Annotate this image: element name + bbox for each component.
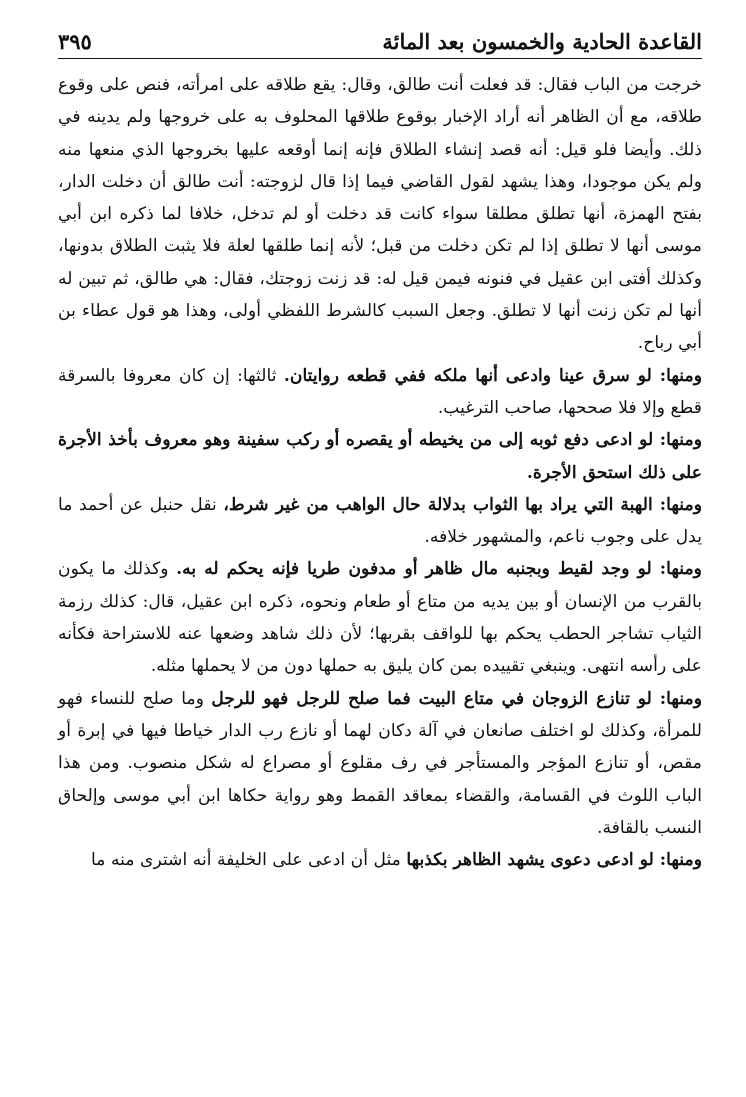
paragraph-4 [58, 489, 702, 554]
paragraph-lead: ومنها: لو سرق عينا وادعى أنها ملكه ففي قطعه روايتان. [283, 365, 702, 386]
paragraph-3 [58, 424, 702, 489]
paragraph-lead: ومنها: لو ادعى دفع ثوبه إلى من يخيطه أو يقصره أو ركب سفينة وهو معروف بأخذ الأجرة على ذلك استحق الأجرة. [58, 430, 702, 483]
main-text [58, 69, 702, 876]
paragraph-lead: ومنها: لو ادعى دعوى يشهد الظاهر بكذبها [406, 850, 702, 871]
paragraph-text: وكذلك ما يكون بالقرب من الإنسان أو بين يديه من متاع أو طعام ونحوه، ذكره ابن عقيل، قال: كذلك رزمة الثياب تشاجر الحطب يحكم بها للواقف بقربها؛ لأن ذلك شاهد وضعها عنه للاستراحة فكأنه على رأسه انتهى. وينبغي تقييده بمن كان يليق به حملها دون من لا يحملها مثله. [58, 559, 702, 677]
running-header [58, 26, 702, 59]
paragraph-text: خرجت من الباب فقال: قد فعلت أنت طالق، وقال: يقع طلاقه على امرأته، فنص على وقوع طلاقه، مع أن الظاهر أنه أراد الإخبار بوقوع طلاقها المحلوف به على خروجها ولم يدينه في ذلك. وأيضا فلو قيل: أنه قصد إنشاء الطلاق فإنه إنما أوقعه عليها بخروجها الذي منعها منه ولم يكن موجودا، وهذا يشهد لقول القاضي فيما إذا قال لزوجته: أنت طالق أن دخلت الدار، بفتح الهمزة، أنها تطلق مطلقا سواء كانت قد دخلت أو لم تدخل، خلافا لما ذكره ابن أبي موسى أنها لا تطلق إذا لم تكن دخلت من قبل؛ لأنه إنما طلقها لعلة فلا يثبت الطلاق بدونها، وكذلك أفتى ابن عقيل في فنونه فيمن قيل له: قد زنت زوجتك، فقال: هي طالق، ثم تبين له أنها لم تكن زنت أنها لا تطلق. وجعل السبب كالشرط اللفظي أولى، وهذا هو قول عطاء بن أبي رباح. [58, 75, 702, 354]
chapter-title: القاعدة الحادية والخمسون بعد المائة [382, 29, 702, 54]
paragraph-lead: ومنها: لو وجد لقيط وبجنبه مال ظاهر أو مدفون طريا فإنه يحكم له به. [176, 559, 702, 580]
paragraph-7 [58, 844, 702, 876]
paragraph-1 [58, 69, 702, 360]
paragraph-text: ثالثها: إن كان معروفا بالسرقة قطع وإلا فلا صححها، صاحب الترغيب. [58, 365, 702, 418]
paragraph-lead: ومنها: لو تنازع الزوجان في متاع البيت فما صلح للرجل فهو للرجل [211, 688, 702, 709]
book-page [58, 26, 702, 1086]
page-number: ٣٩٥ [58, 29, 92, 54]
paragraph-lead: ومنها: الهبة التي يراد بها الثواب بدلالة حال الواهب من غير شرط، [223, 494, 703, 515]
paragraph-6 [58, 683, 702, 844]
paragraph-text: نقل حنبل عن أحمد ما يدل على وجوب ناعم، والمشهور خلافه. [58, 494, 702, 548]
paragraph-text: مثل أن ادعى على الخليفة أنه اشترى منه ما [91, 850, 407, 871]
paragraph-2 [58, 360, 702, 425]
paragraph-5 [58, 553, 702, 682]
paragraph-text: وما صلح للنساء فهو للمرأة، وكذلك لو اختلف صانعان في آلة دكان لهما أو نازع رب الدار خياطا فيها في إبرة أو مقص، أو تنازع المؤجر والمستأجر في رف مقلوع أو مصراع له شكل منصوب. ومن هذا الباب اللوث في القسامة، والقضاء بمعاقد القمط وهو رواية حكاها ابن أبي موسى وإلحاق النسب بالقافة. [58, 688, 702, 838]
